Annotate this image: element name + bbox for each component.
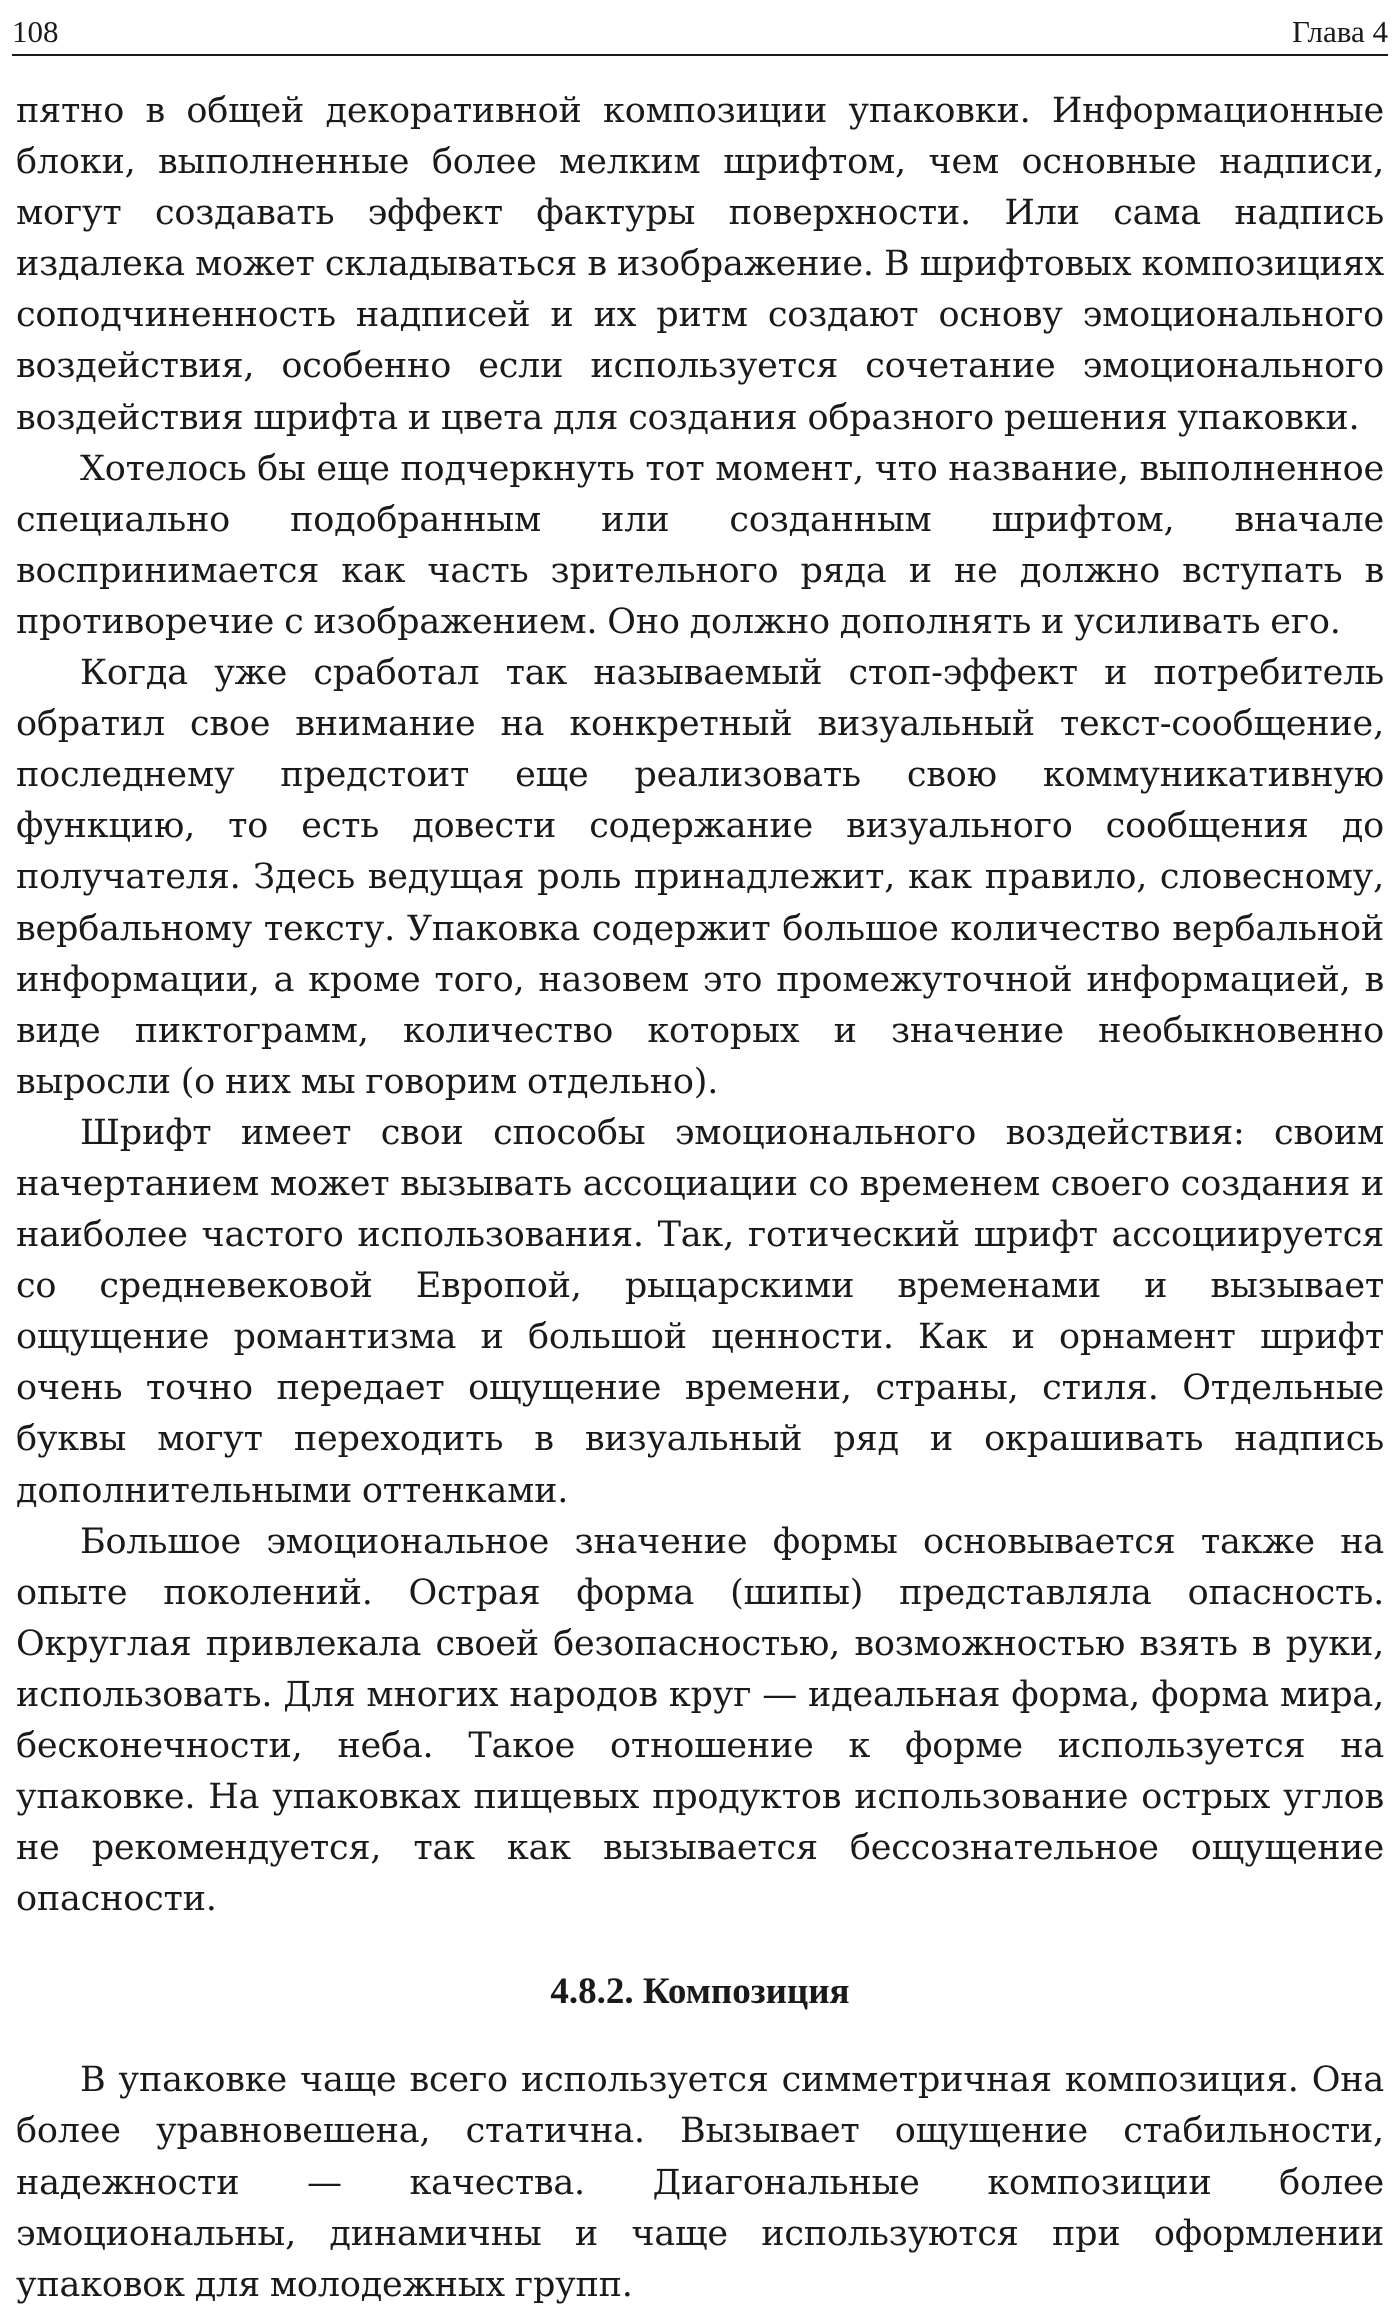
- paragraph-continued: пятно в общей декоративной композиции упаковки. Информационные блоки, выполненные более мелким шрифтом, чем основные надписи, могут создавать эффект фактуры поверхности. Или сама надпись издалека может складываться в изображение. В шрифтовых композициях соподчиненность надписей и их ритм создают основу эмоционального воздействия, особенно если используется сочетание эмоционального воздействия шрифта и цвета для создания образного решения упаковки.: [16, 91, 1384, 438]
- paragraph: Шрифт имеет свои способы эмоционального воздействия: своим начертанием может вызывать ассоциации со временем своего создания и наиболее частого использования. Так, готический шрифт ассоциируется со средневековой Европой, рыцарскими временами и вызывает ощущение романтизма и большой ценности. Как и орнамент шрифт очень точно передает ощущение времени, страны, стиля. Отдельные буквы могут переходить в визуальный ряд и окрашивать надпись дополнительными оттенками.: [16, 1112, 1384, 1511]
- paragraph: Когда уже сработал так называемый стоп-эффект и потребитель обратил свое внимание на конкретный визуальный текст-сообщение, последнему предстоит еще реализовать свою коммуникативную функцию, то есть довести содержание визуального сообщения до получателя. Здесь ведущая роль принадлежит, как правило, словесному, вербальному тексту. Упаковка содержит большое количество вербальной информации, а кроме того, назовем это промежуточной информацией, в виде пиктограмм, количество которых и значение необыкновенно выросли (о них мы говорим отдельно).: [16, 653, 1384, 1102]
- paragraph: Большое эмоциональное значение формы основывается также на опыте поколений. Острая форма (шипы) представляла опасность. Округлая привлекала своей безопасностью, возможностью взять в руки, использовать. Для многих народов круг — идеальная форма, форма мира, бесконечности, неба. Такое отношение к форме используется на упаковке. На упаковках пищевых продуктов использование острых углов не рекомендуется, так как вызывается бессознательное ощущение опасности.: [16, 1521, 1384, 1920]
- body-text: [16, 86, 1384, 2311]
- paragraph: Хотелось бы еще подчеркнуть тот момент, что название, выполненное специально подобранным или созданным шрифтом, вначале воспринимается как часть зрительного ряда и не должно вступать в противоречие с изображением. Оно должно дополнять и усиливать его.: [16, 448, 1384, 642]
- section-heading: 4.8.2. Композиция: [550, 1971, 850, 2013]
- paragraph: В упаковке чаще всего используется симметричная композиция. Она более уравновешена, статична. Вызывает ощущение стабильности, надежности — качества. Диагональные композиции более эмоциональны, динамичны и чаще используются при оформлении упаковок для молодежных групп.: [16, 2060, 1384, 2305]
- page-number: 108: [12, 14, 59, 49]
- running-head: [12, 6, 1388, 50]
- chapter-title: Глава 4: [1291, 14, 1388, 49]
- header-rule: [12, 54, 1388, 56]
